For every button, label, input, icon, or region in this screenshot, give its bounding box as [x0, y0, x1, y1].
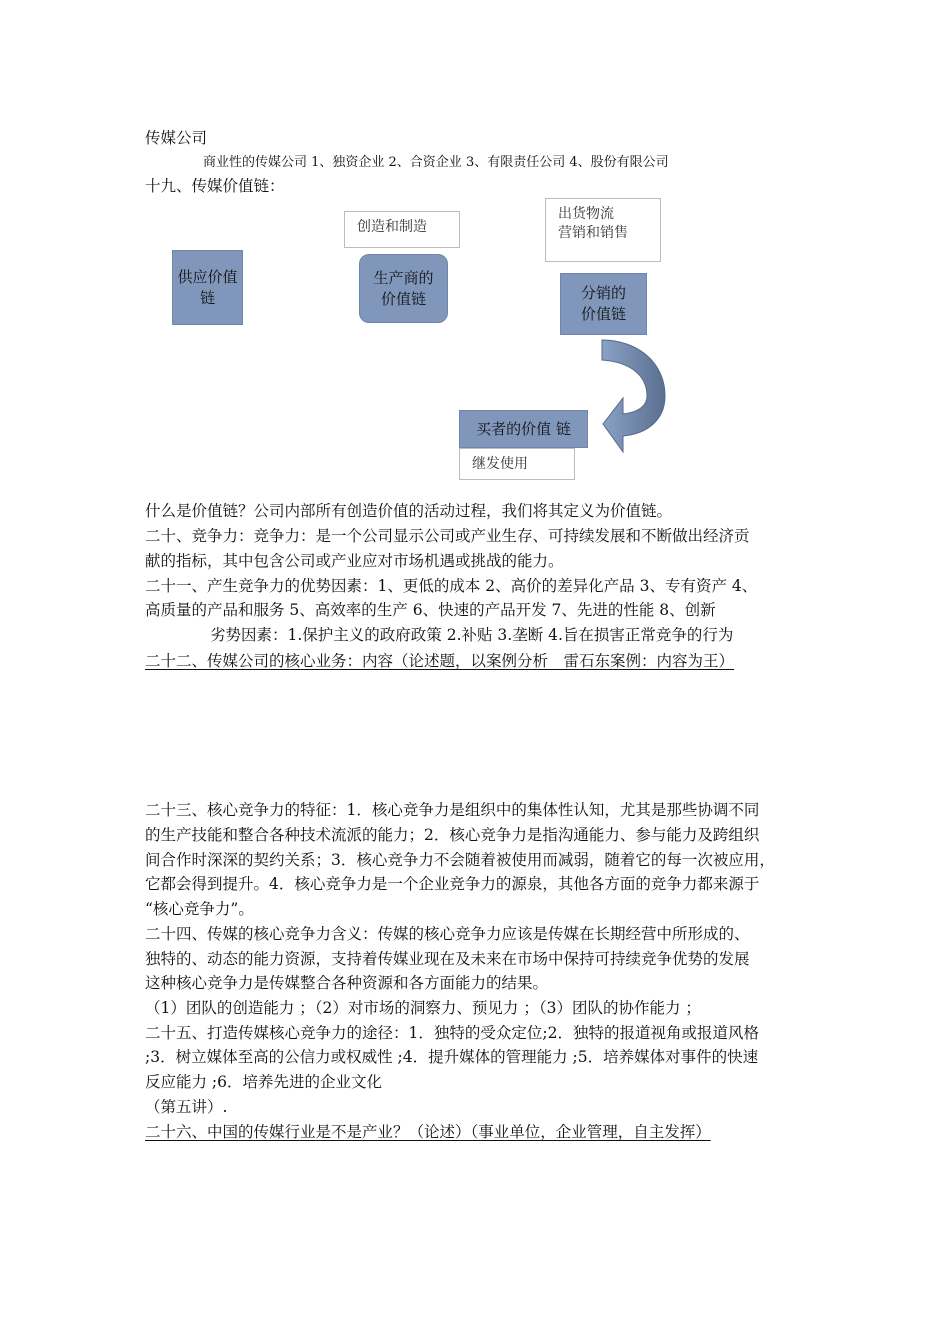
continued-use-box: 继发使用 [459, 448, 575, 480]
paragraph-line: 这种核心竞争力是传媒整合各种资源和各方面能力的结果。 [145, 974, 549, 992]
logistics-marketing-box [545, 198, 661, 262]
paragraph-line: 二十五、打造传媒核心竞争力的途径：1．独特的受众定位;2．独特的报道视角或报道风格 [145, 1024, 759, 1042]
producer-value-chain-block [359, 254, 448, 323]
paragraph-line: （1）团队的创造能力 ；（2）对市场的洞察力、预见力 ；（3）团队的协作能力 ； [145, 999, 701, 1017]
distribution-value-chain-block [560, 273, 647, 335]
section-19-title: 十九、传媒价值链： [145, 177, 285, 195]
buyer-value-chain-label: 买者的价值 链 [476, 419, 571, 438]
supply-value-chain-block [172, 250, 243, 325]
paragraph-line: 什么是价值链？公司内部所有创造价值的活动过程，我们将其定义为价值链。 [145, 502, 673, 520]
paragraph-line: 反应能力 ;6．培养先进的企业文化 [145, 1073, 383, 1091]
paragraph-line: （第五讲）. [145, 1098, 228, 1116]
paragraph-line: 间合作时深深的契约关系；3．核心竞争力不会随着被使用而减弱，随着它的每一次被应用， [145, 851, 775, 869]
paragraph-line: 的生产技能和整合各种技术流派的能力；2．核心竞争力是指沟通能力、参与能力及跨组织 [145, 826, 760, 844]
underlined-heading: 二十六、中国的传媒行业是不是产业？（论述）（事业单位，企业管理，自主发挥） [145, 1123, 711, 1141]
supply-value-chain-label: 供应价值链 [177, 267, 238, 307]
paragraph-line: “核心竞争力”。 [145, 900, 254, 918]
paragraph-line: 劣势因素：1.保护主义的政府政策 2.补贴 3.垄断 4.旨在损害正常竞争的行为 [210, 626, 734, 644]
paragraph-line: ;3．树立媒体至高的公信力或权威性 ;4．提升媒体的管理能力 ;5．培养媒体对事件的快速 [145, 1048, 759, 1066]
distribution-label-2: 价值链 [580, 305, 626, 323]
commercial-company-types: 商业性的传媒公司 1、独资企业 2、合资企业 3、有限责任公司 4、股份有限公司 [203, 155, 669, 170]
producer-label-2: 价值链 [380, 289, 426, 308]
logistics-label: 出货物流 [558, 206, 614, 222]
buyer-value-chain-block [459, 410, 588, 448]
create-make-box: 创造和制造 [344, 211, 460, 248]
paragraph-line: 高质量的产品和服务 5、高效率的生产 6、快速的产品开发 7、先进的性能 8、创新 [145, 601, 716, 619]
underlined-heading: 二十二、传媒公司的核心业务：内容（论述题，以案例分析 雷石东案例：内容为王） [145, 652, 735, 670]
producer-label-1: 生产商的 [373, 268, 434, 287]
paragraph-line: 二十、竞争力：竞争力：是一个公司显示公司或产业生存、可持续发展和不断做出经济贡 [145, 527, 750, 545]
paragraph-line: 二十一、产生竞争力的优势因素：1、更低的成本 2、高价的差异化产品 3、专有资产 4、 [145, 577, 758, 595]
paragraph-line: 二十三、核心竞争力的特征：1．核心竞争力是组织中的集体性认知，尤其是那些协调不同 [145, 801, 760, 819]
curved-arrow-icon [585, 338, 670, 463]
paragraph-line: 它都会得到提升。4．核心竞争力是一个企业竞争力的源泉，其他各方面的竞争力都来源于 [145, 875, 760, 893]
distribution-label-1: 分销的 [580, 284, 626, 302]
paragraph-line: 献的指标，其中包含公司或产业应对市场机遇或挑战的能力。 [145, 552, 564, 570]
marketing-sales-label: 营销和销售 [558, 225, 628, 241]
paragraph-line: 独特的、动态的能力资源，支持着传媒业现在及未来在市场中保持可持续竞争优势的发展 [145, 950, 750, 968]
heading-media-company: 传媒公司 [145, 129, 208, 147]
paragraph-line: 二十四、传媒的核心竞争力含义：传媒的核心竞争力应该是传媒在长期经营中所形成的、 [145, 925, 750, 943]
